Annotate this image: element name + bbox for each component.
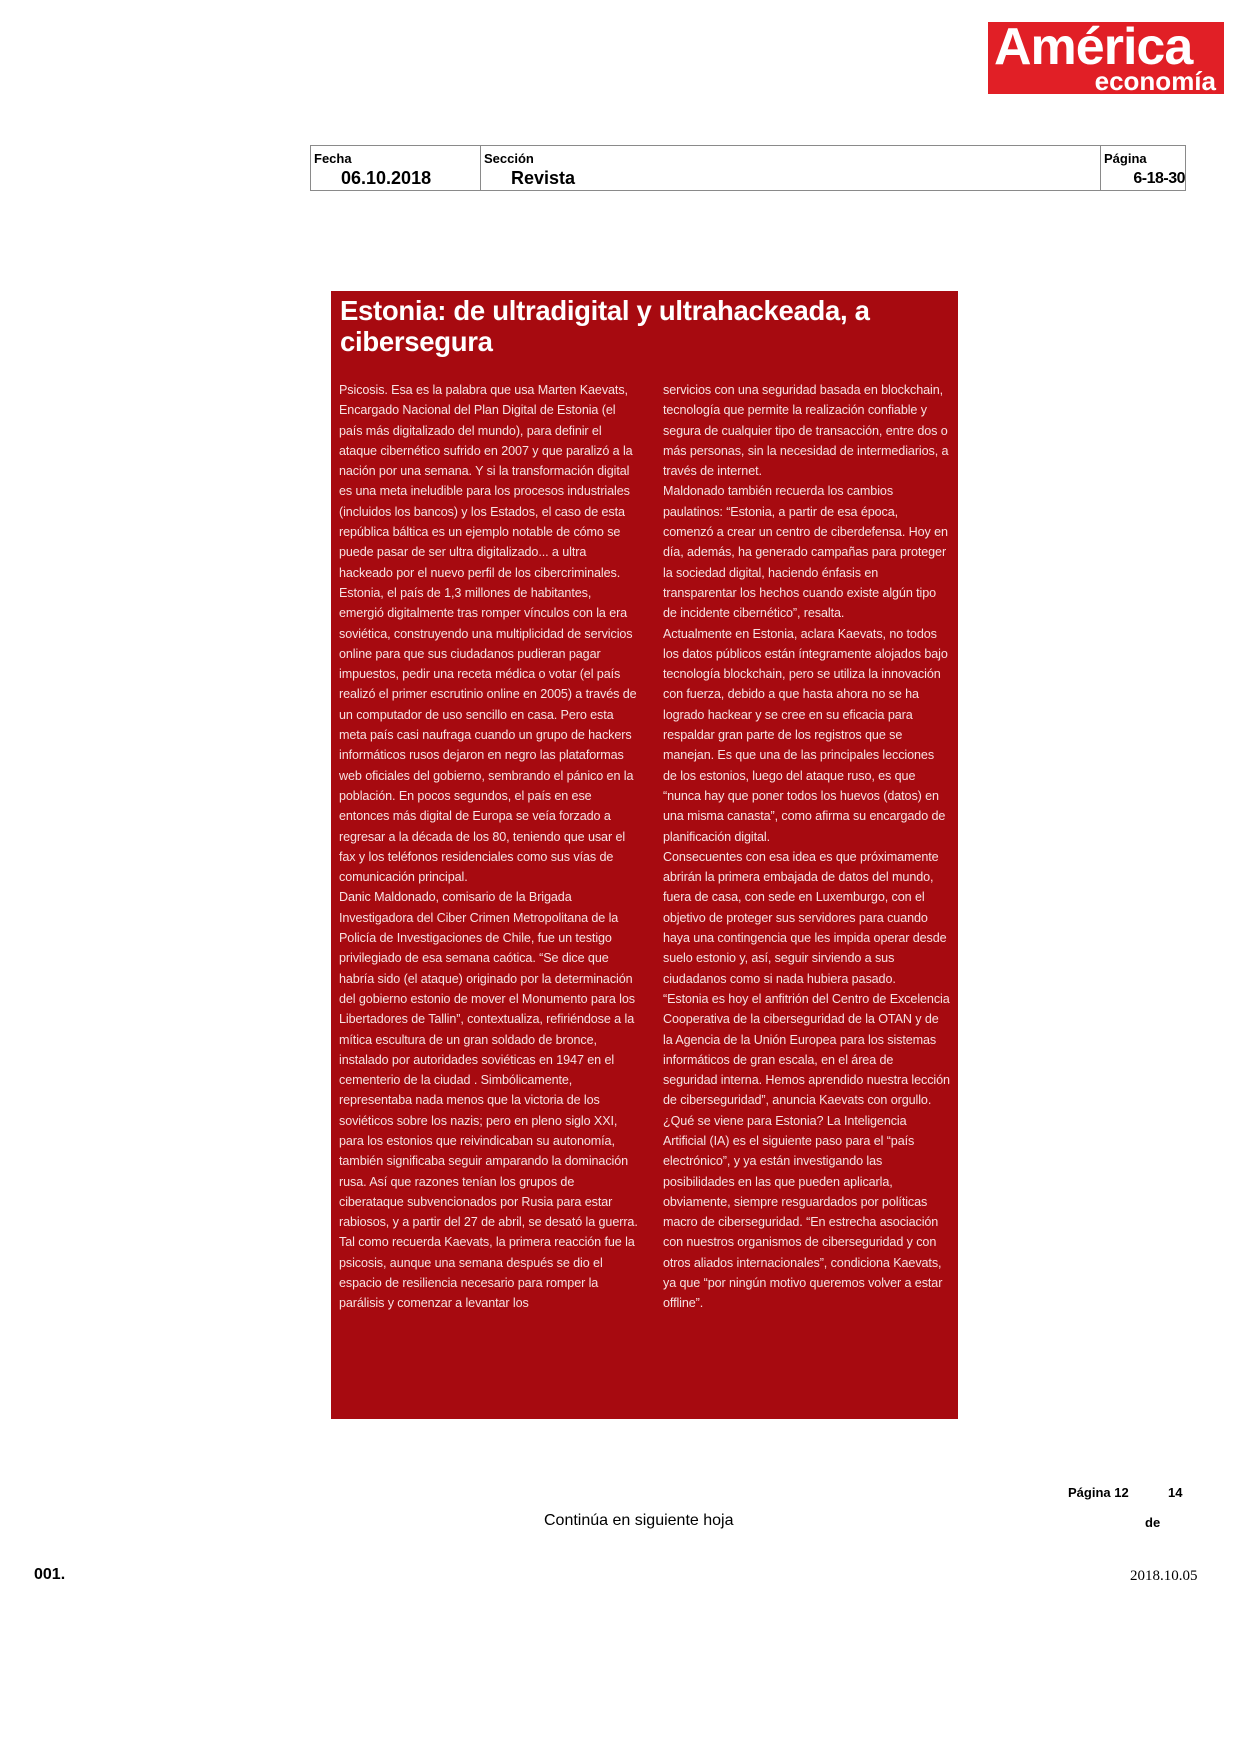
fecha-value: 06.10.2018 (341, 168, 432, 188)
article-paragraph: Estonia, el país de 1,3 millones de habitantes, emergió digitalmente tras romper vínculos con la era soviética, construyendo una multiplicidad de servicios online para que sus ciudadanos pudieran pagar impuestos, pedir una receta médica o votar (el país realizó el primer escrutinio online en 2005) a través de un computador de uso sencillo en casa. Pero esta meta país casi naufraga cuando un grupo de hackers informáticos rusos dejaron en negro las plataformas web oficiales del gobierno, sembrando el pánico en la población. En pocos segundos, el país en ese entonces más digital de Europa se veía forzado a regresar a la década de los 80, teniendo que usar el fax y los teléfonos residenciales como sus vías de comunicación principal. (339, 585, 637, 885)
seccion-value: Revista (511, 168, 576, 188)
document-code: 001. (34, 1566, 66, 1583)
metadata-table (310, 145, 1186, 191)
article-paragraph: servicios con una seguridad basada en blockchain, tecnología que permite la realización confiable y segura de cualquier tipo de transacción, entre dos o más personas, sin la necesidad de intermediarios, a través de internet. (663, 383, 949, 479)
pagina-cell (1101, 146, 1185, 190)
seccion-cell (481, 146, 1101, 190)
article-left-column (339, 380, 639, 1314)
article-paragraph: “Estonia es hoy el anfitrión del Centro de Excelencia Cooperativa de la ciberseguridad de la OTAN y de la Agencia de la Unión Europea para los sistemas informáticos de gran escala, en el área de seguridad interna. Hemos aprendido nuestra lección de ciberseguridad”, anuncia Kaevats con orgullo. (663, 991, 950, 1108)
logo-line-2: economía (1094, 66, 1216, 94)
america-economia-logo (988, 22, 1224, 94)
fecha-label: Fecha (314, 151, 352, 166)
article-right-column (663, 380, 951, 1314)
fecha-cell (311, 146, 481, 190)
page-number-label: Página 12 (1068, 1485, 1129, 1500)
page-of-label: de (1145, 1515, 1161, 1530)
document-date: 2018.10.05 (1130, 1568, 1198, 1584)
article-paragraph: Psicosis. Esa es la palabra que usa Marten Kaevats, Encargado Nacional del Plan Digital de Estonia (el país más digitalizado del mundo), para definir el ataque cibernético sufrido en 2007 y que paralizó a la nación por una semana. Y si la transformación digital es una meta ineludible para los procesos industriales (incluidos los bancos) y los Estados, el caso de esta república báltica es un ejemplo notable de cómo se puede pasar de ser ultra digitalizado... a ultra hackeado por el nuevo perfil de los cibercriminales. (339, 383, 633, 580)
pagina-value: 6-18-30 (1133, 170, 1185, 187)
pagina-label: Página (1104, 151, 1147, 166)
article-paragraph: Consecuentes con esa idea es que próximamente abrirán la primera embajada de datos del mundo, fuera de casa, con sede en Luxemburgo, con el objetivo de proteger sus servidores para cuando haya una contingencia que les impida operar desde suelo estonio y, así, seguir sirviendo a sus ciudadanos como si nada hubiera pasado. (663, 849, 947, 986)
article-paragraph: Maldonado también recuerda los cambios paulatinos: “Estonia, a partir de esa época, comenzó a crear un centro de ciberdefensa. Hoy en día, además, ha generado campañas para proteger la sociedad digital, haciendo énfasis en transparentar los hechos cuando existe algún tipo de incidente cibernético”, resalta. (663, 484, 948, 621)
page-total: 14 (1168, 1485, 1183, 1500)
seccion-label: Sección (484, 151, 534, 166)
continues-note: Continúa en siguiente hoja (544, 1512, 734, 1529)
article-paragraph: Danic Maldonado, comisario de la Brigada Investigadora del Ciber Crimen Metropolitana de la Policía de Investigaciones de Chile, fue un testigo privilegiado de esa semana caótica. “Se dice que habría sido (el ataque) originado por la determinación del gobierno estonio de mover el Monumento para los Libertadores de Tallin”, contextualiza, refiriéndose a la mítica escultura de un gran soldado de bronce, instalado por autoridades soviéticas en 1947 en el cementerio de la ciudad . Simbólicamente, representaba nada menos que la victoria de los soviéticos sobre los nazis; pero en pleno siglo XXI, para los estonios que reivindicaban su autonomía, también significaba seguir amparando la dominación rusa. Así que razones tenían los grupos de ciberataque subvencionados por Rusia para estar rabiosos, y a partir del 27 de abril, se desató la guerra. (339, 890, 638, 1230)
article-paragraph: Tal como recuerda Kaevats, la primera reacción fue la psicosis, aunque una semana después se dio el espacio de resiliencia necesario para romper la parálisis y comenzar a levantar los (339, 1235, 635, 1311)
article-paragraph: ¿Qué se viene para Estonia? La Inteligencia Artificial (IA) es el siguiente paso para el “país electrónico”, y ya están investigando las posibilidades en las que pueden aplicarla, obviamente, siempre resguardados por políticas macro de ciberseguridad. “En estrecha asociación con nuestros organismos de ciberseguridad y con otros aliados internacionales”, condiciona Kaevats, ya que “por ningún motivo queremos volver a estar offline”. (663, 1113, 943, 1311)
logo-line-1: América (994, 22, 1193, 76)
article-title: Estonia: de ultradigital y ultrahackeada, a cibersegura (340, 295, 870, 357)
article-paragraph: Actualmente en Estonia, aclara Kaevats, no todos los datos públicos están íntegramente alojados bajo tecnología blockchain, pero se utiliza la innovación con fuerza, debido a que hasta ahora no se ha logrado hackear y se cree en su eficacia para respaldar gran parte de los registros que se manejan. Es que una de las principales lecciones de los estonios, luego del ataque ruso, es que “nunca hay que poner todos los huevos (datos) en una misma canasta”, como afirma su encargado de planificación digital. (663, 626, 948, 844)
article-clipping (331, 291, 958, 1419)
